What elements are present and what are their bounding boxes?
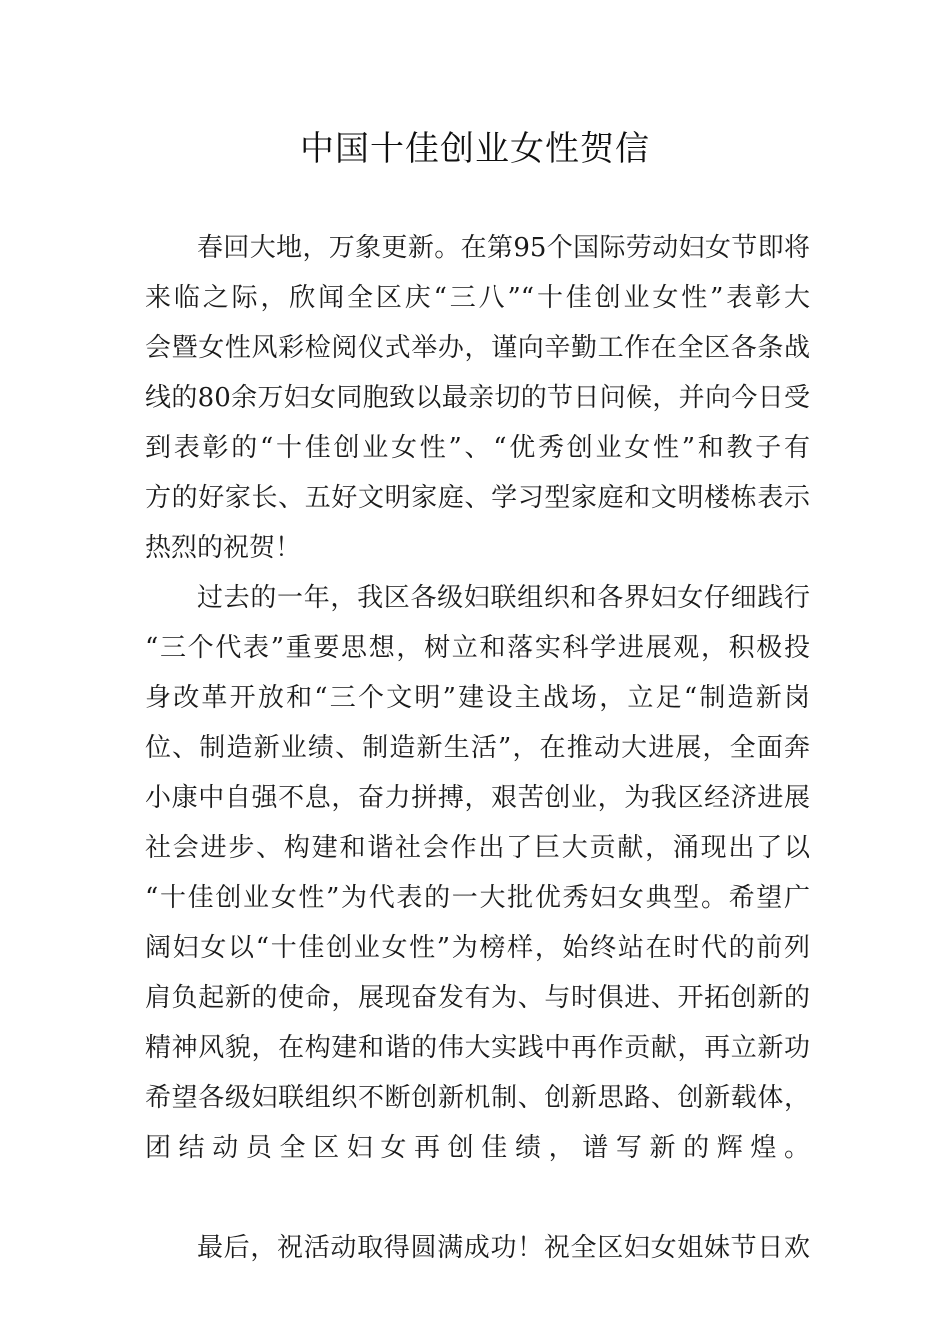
document-body [145, 223, 810, 1273]
paragraph-line: 线的80余万妇女同胞致以最亲切的节日问候，并向今日受 [145, 383, 810, 413]
paragraph-line: 最后，祝活动取得圆满成功！祝全区妇女姐妹节日欢 [197, 1233, 810, 1263]
paragraph-line: 希望各级妇联组织不断创新机制、创新思路、创新载体， [145, 1083, 810, 1113]
paragraph-line: “三个代表”重要思想，树立和落实科学进展观，积极投 [145, 633, 810, 663]
paragraph-line: 来临之际，欣闻全区庆“三八”“十佳创业女性”表彰大 [145, 283, 810, 313]
paragraph-line: “十佳创业女性”为代表的一大批优秀妇女典型。希望广 [145, 883, 810, 913]
paragraph-line: 阔妇女以“十佳创业女性”为榜样，始终站在时代的前列 [145, 933, 810, 963]
paragraph-line: 热烈的祝贺！ [145, 533, 302, 563]
paragraph [145, 573, 810, 1223]
paragraph-line: 团结动员全区妇女再创佳绩，谱写新的辉煌。 [145, 1133, 810, 1163]
paragraph-line [145, 1173, 810, 1223]
paragraph-line: 到表彰的“十佳创业女性”、“优秀创业女性”和教子有 [145, 433, 810, 463]
paragraph-line: 肩负起新的使命，展现奋发有为、与时俱进、开拓创新的 [145, 983, 810, 1013]
paragraph-line: 春回大地，万象更新。在第95个国际劳动妇女节即将 [197, 233, 810, 263]
paragraph-line: 过去的一年，我区各级妇联组织和各界妇女仔细践行 [197, 583, 810, 613]
paragraph-line: 身改革开放和“三个文明”建设主战场，立足“制造新岗 [145, 683, 810, 713]
paragraph-line: 社会进步、构建和谐社会作出了巨大贡献，涌现出了以 [145, 833, 810, 863]
paragraph-line: 方的好家长、五好文明家庭、学习型家庭和文明楼栋表示 [145, 483, 810, 513]
paragraph [145, 223, 810, 573]
paragraph-line: 会暨女性风彩检阅仪式举办，谨向辛勤工作在全区各条战 [145, 333, 810, 363]
paragraph-line: 精神风貌，在构建和谐的伟大实践中再作贡献，再立新功 [145, 1033, 810, 1063]
paragraph-line: 小康中自强不息，奋力拼搏，艰苦创业，为我区经济进展 [145, 783, 810, 813]
paragraph [145, 1223, 810, 1273]
document-title: 中国十佳创业女性贺信 [300, 129, 650, 169]
paragraph-line: 位、制造新业绩、制造新生活”，在推动大进展，全面奔 [145, 733, 810, 763]
